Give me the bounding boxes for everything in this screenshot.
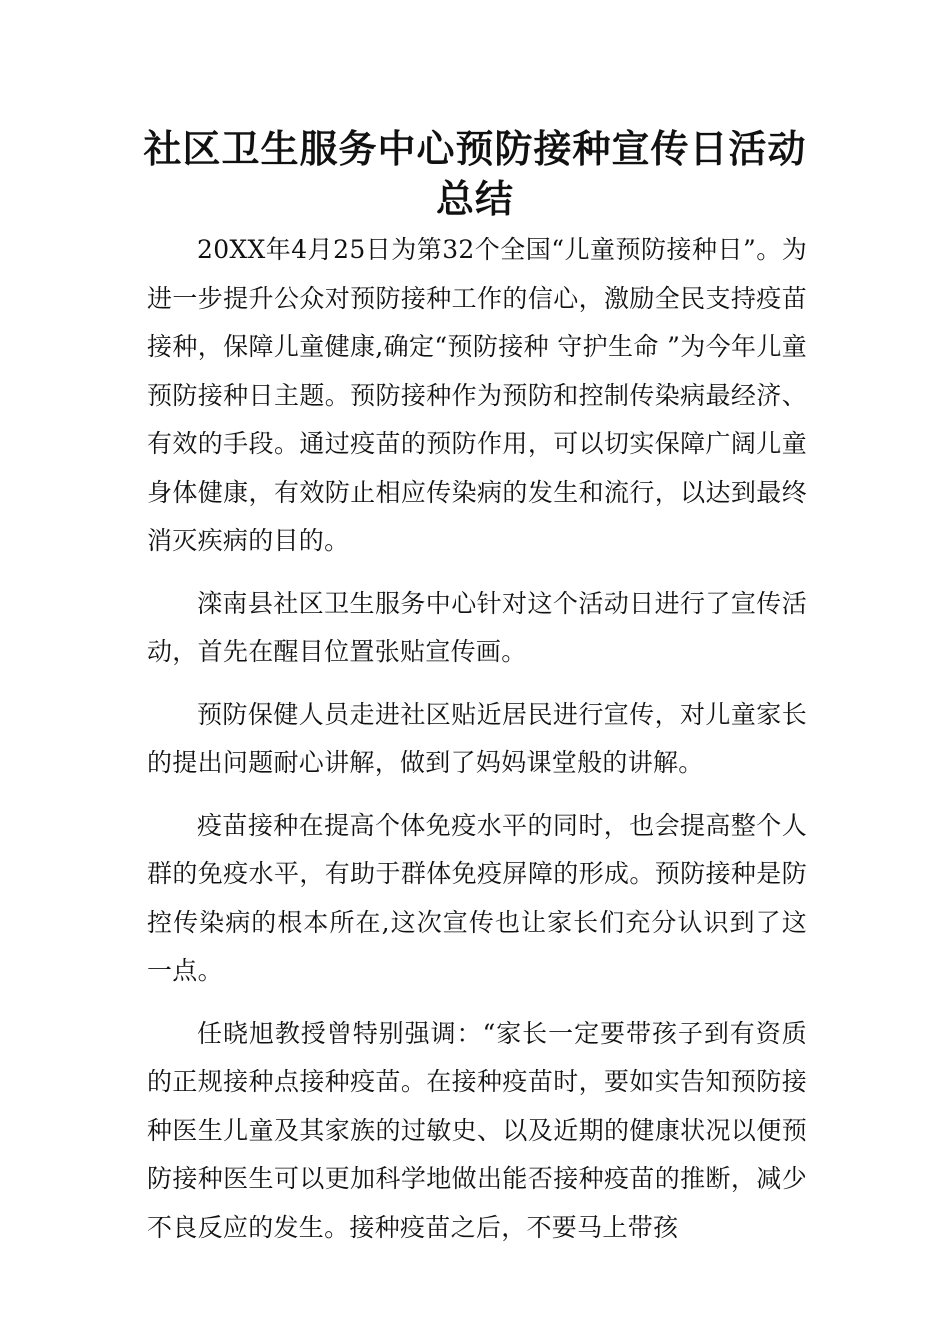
document-body [147,226,807,1266]
paragraph-quote: 任晓旭教授曾特别强调：“家长一定要带孩子到有资质的正规接种点接种疫苗。在接种疫苗时，要如实告知预防接种医生儿童及其家族的过敏史、以及近期的健康状况以便预防接种医生可以更加科学地做出能否接种疫苗的推断，减少不良反应的发生。接种疫苗之后，不要马上带孩 [147,1018,807,1242]
paragraph-poster: 滦南县社区卫生服务中心针对这个活动日进行了宣传活动，首先在醒目位置张贴宣传画。 [147,588,807,666]
paragraph-community: 预防保健人员走进社区贴近居民进行宣传，对儿童家长的提出问题耐心讲解，做到了妈妈课堂般的讲解。 [147,699,807,777]
paragraph-immunity: 疫苗接种在提高个体免疫水平的同时，也会提高整个人群的免疫水平，有助于群体免疫屏障的形成。预防接种是防控传染病的根本所在,这次宣传也让家长们充分认识到了这一点。 [147,810,807,985]
paragraph-intro: 20XX年4月25日为第32个全国“儿童预防接种日”。为进一步提升公众对预防接种工作的信心，激励全民支持疫苗接种，保障儿童健康,确定“预防接种 守护生命 ”为今年儿童预防接种日主题。预防接种作为预防和控制传染病最经济、有效的手段。通过疫苗的预防作用，可以切实保障广阔儿童身体健康，有效防止相应传染病的发生和流行，以达到最终消灭疾病的目的。 [147,235,807,555]
document-title: 社区卫生服务中心预防接种宣传日活动总结 [143,127,807,221]
